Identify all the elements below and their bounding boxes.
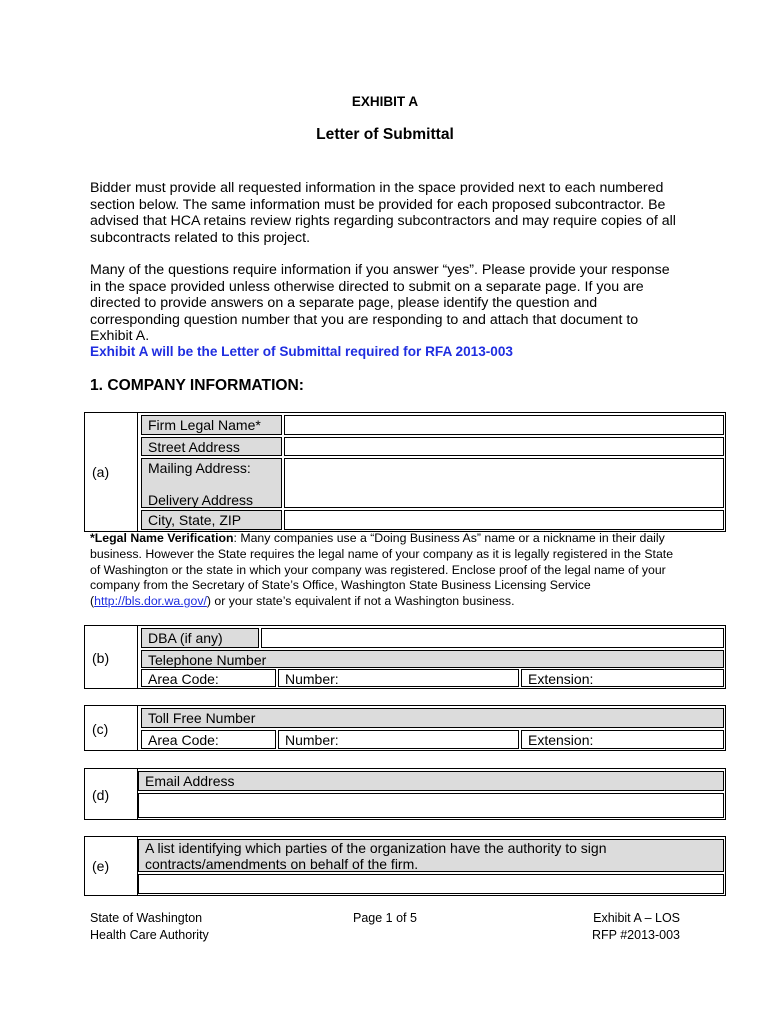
intro-paragraph-1: Bidder must provide all requested information in the space provided next to each numbered section below. The same information must be provided for each proposed subcontractor. Be advised that HCA retains review rights regarding subcontractors and may require copies of all subcontracts related to this project.	[90, 180, 676, 246]
email-address-label: Email Address	[138, 771, 724, 791]
city-state-zip-label: City, State, ZIP	[141, 510, 282, 530]
footer-right	[560, 910, 680, 944]
telephone-number-field[interactable]	[278, 669, 519, 687]
row-letter-a: (a)	[92, 464, 110, 480]
mailing-delivery-label-cell	[141, 458, 282, 508]
toll-free-number-label: Toll Free Number	[141, 708, 724, 728]
dba-field[interactable]	[261, 628, 724, 648]
footer-left	[90, 910, 209, 944]
mailing-address-label: Mailing Address:	[148, 460, 251, 476]
firm-legal-name-label: Firm Legal Name*	[141, 415, 282, 435]
dba-label: DBA (if any)	[141, 628, 259, 648]
mailing-address-field[interactable]	[284, 458, 724, 508]
city-state-zip-field[interactable]	[284, 510, 724, 530]
row-letter-e: (e)	[92, 858, 110, 874]
row-letter-b: (b)	[92, 650, 110, 666]
footer-exhibit: Exhibit A – LOS	[593, 911, 680, 925]
toll-free-extension-field[interactable]	[521, 730, 724, 749]
legal-name-verification-note	[90, 531, 680, 610]
number-label: Number:	[285, 671, 339, 687]
street-address-field[interactable]	[284, 437, 724, 456]
area-code-label: Area Code:	[148, 732, 219, 748]
area-code-label: Area Code:	[148, 671, 219, 687]
bls-link[interactable]: http://bls.dor.wa.gov/	[94, 594, 207, 609]
telephone-area-code-field[interactable]	[141, 669, 276, 687]
email-address-field[interactable]	[138, 793, 724, 818]
legal-note-text-2: ) or your state’s equivalent if not a Washington business.	[206, 594, 515, 609]
extension-label: Extension:	[528, 732, 594, 748]
legal-note-heading: *Legal Name Verification	[90, 531, 234, 545]
row-letter-c: (c)	[92, 721, 109, 737]
row-letter-d: (d)	[92, 787, 110, 803]
page-title: Letter of Submittal	[316, 126, 454, 143]
telephone-number-label: Telephone Number	[141, 650, 724, 668]
toll-free-area-code-field[interactable]	[141, 730, 276, 749]
footer-state: State of Washington	[90, 911, 203, 925]
exhibit-label: EXHIBIT A	[351, 94, 419, 109]
number-label: Number:	[285, 732, 339, 748]
street-address-label: Street Address	[141, 437, 282, 456]
footer-rfp: RFP #2013-003	[591, 928, 680, 942]
toll-free-number-field[interactable]	[278, 730, 519, 749]
firm-legal-name-field[interactable]	[284, 415, 724, 435]
signing-authority-label: A list identifying which parties of the organization have the authority to sign contracts/amendments on behalf of the firm.	[138, 839, 724, 872]
extension-label: Extension:	[528, 671, 594, 687]
legal-note-text-1: : Many companies use a “Doing Business As” name or a nickname in their daily business. However the State requires the legal name of your company as it is legally registered in the State of Washington or the state in which your company was registered. Enclose proof of the legal name of your company from the Secretary of State’s Office, Washington State Business Licensing Service (	[90, 531, 674, 609]
intro-paragraph-2: Many of the questions require information if you answer “yes”. Please provide your response in the space provided unless otherwise directed to submit on a separate page. If you are directed to provide answers on a separate page, please identify the question and corresponding question number that you are responding to and attach that document to Exhibit A.	[90, 262, 670, 344]
signing-authority-field[interactable]	[138, 874, 724, 894]
telephone-extension-field[interactable]	[521, 669, 724, 687]
delivery-address-label: Delivery Address	[148, 492, 254, 508]
rfa-notice: Exhibit A will be the Letter of Submittal required for RFA 2013-003	[90, 344, 513, 359]
section-heading-company-information: 1. COMPANY INFORMATION:	[90, 377, 304, 394]
page-number: Page 1 of 5	[353, 911, 417, 925]
footer-agency: Health Care Authority	[90, 928, 209, 942]
